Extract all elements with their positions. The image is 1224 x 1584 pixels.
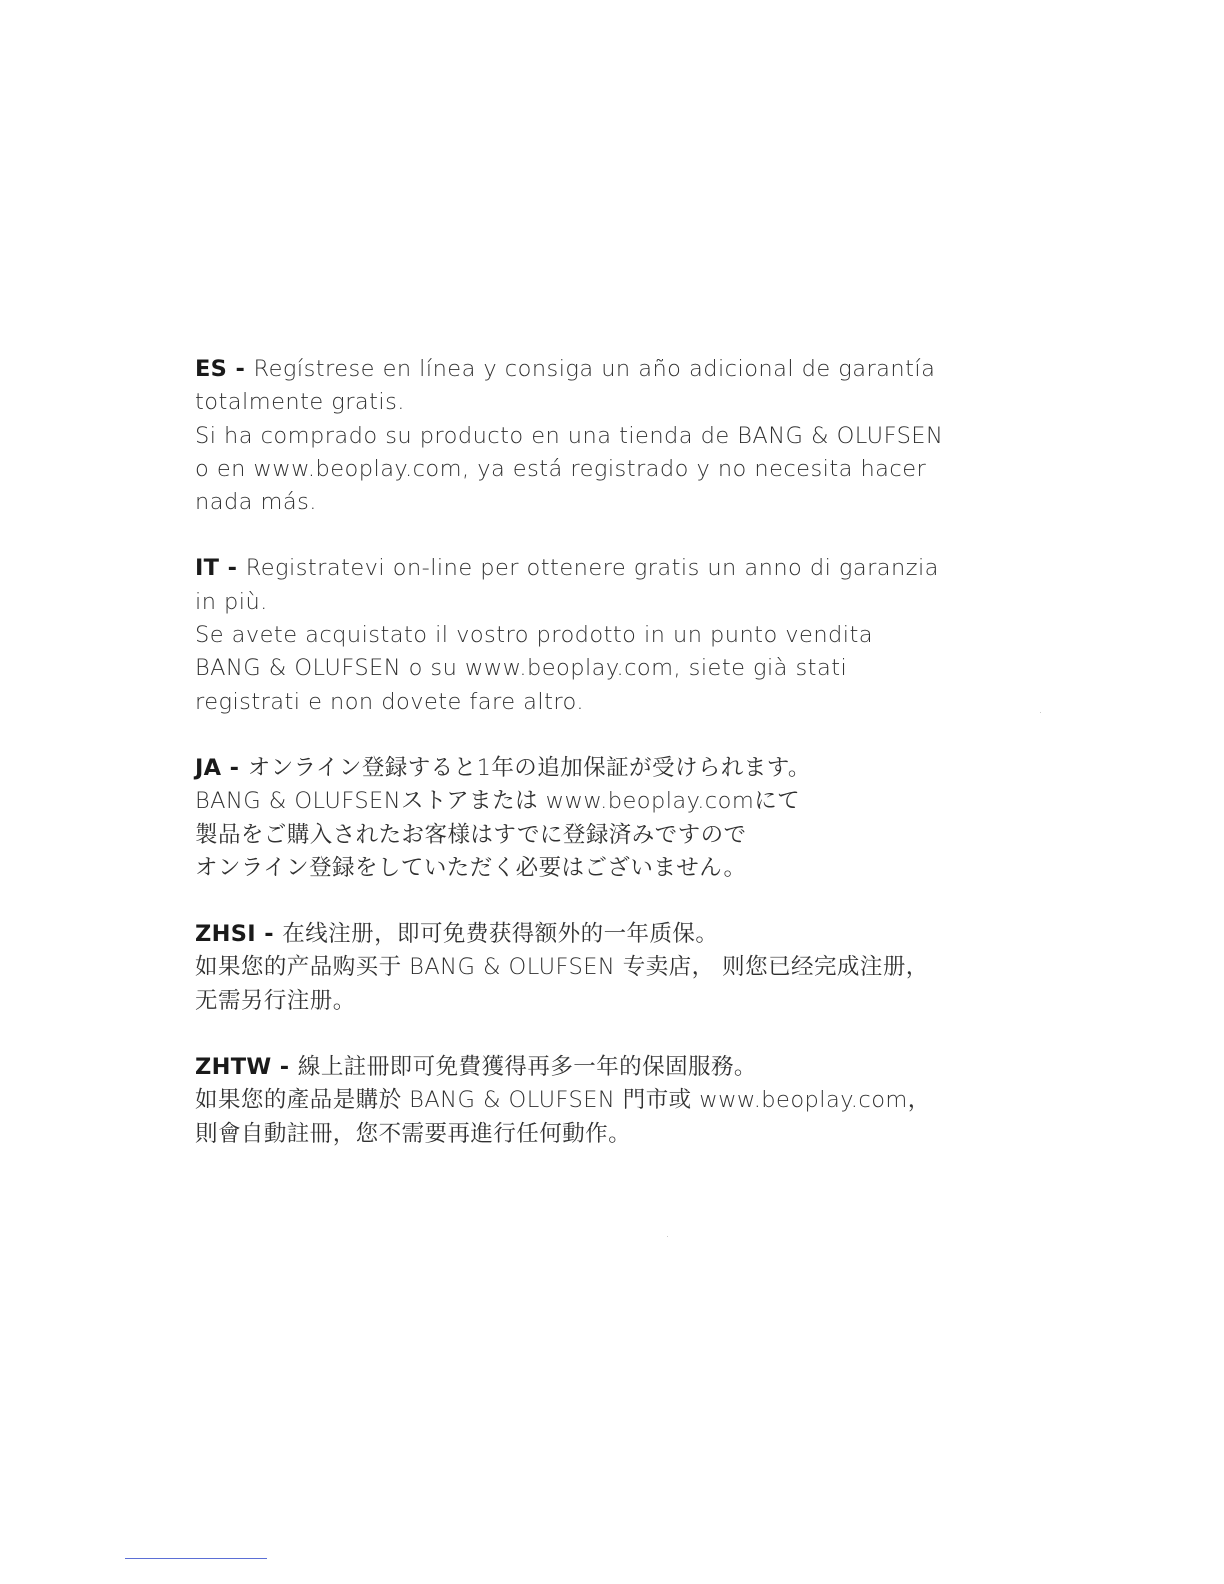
section-ja	[195, 752, 1025, 885]
language-code: ZHSI	[195, 921, 256, 948]
section-heading-line	[195, 552, 1025, 585]
section-line: 則會自動註冊，您不需要再進行任何動作。	[195, 1120, 632, 1147]
section-first-line: 在线注册，即可免费获得额外的一年质保。	[282, 921, 719, 948]
section-line: BANG & OLUFSENストアまたは www.beoplay.comにて	[195, 788, 801, 815]
section-heading-line	[195, 353, 1025, 386]
section-first-line: Registratevi on-line per ottenere gratis un anno di garanzia	[245, 555, 939, 582]
language-separator: -	[227, 356, 254, 382]
section-first-line: オンライン登録すると1年の追加保証が受けられます。	[247, 754, 811, 781]
language-code: ES	[195, 356, 228, 382]
section-line: Se avete acquistato il vostro prodotto in un punto vendita	[195, 622, 873, 649]
section-line: 如果您的产品购买于 BANG & OLUFSEN 专卖店， 则您已经完成注册，	[195, 954, 929, 981]
language-separator: -	[255, 921, 283, 948]
section-line: 如果您的產品是購於 BANG & OLUFSEN 門市或 www.beoplay.com，	[195, 1087, 931, 1114]
footnote-rule	[125, 1558, 267, 1559]
section-line: オンライン登録をしていただく必要はございません。	[195, 854, 747, 881]
language-code: ZHTW	[195, 1054, 272, 1081]
section-line: totalmente gratis.	[195, 389, 405, 416]
section-line: Si ha comprado su producto en una tienda de BANG & OLUFSEN	[195, 422, 944, 449]
section-line: 无需另行注册。	[195, 987, 356, 1014]
warranty-registration-text	[195, 353, 1025, 1184]
section-zhtw	[195, 1051, 1025, 1151]
scan-speck	[667, 1236, 668, 1237]
section-heading-line	[195, 918, 1025, 951]
section-it	[195, 552, 1025, 718]
section-line: registrati e non dovete fare altro.	[195, 688, 584, 715]
section-line: BANG & OLUFSEN o su www.beoplay.com, siete già stati	[195, 655, 848, 682]
section-heading-line	[195, 752, 1025, 785]
language-code: IT	[195, 555, 220, 582]
section-line: o en www.beoplay.com, ya está registrado y no necesita hacer	[195, 455, 927, 482]
section-line: 製品をご購入されたお客様はすでに登録済みですので	[195, 821, 747, 848]
section-first-line: Regístrese en línea y consiga un año adicional de garantía	[253, 356, 936, 382]
language-separator: -	[219, 555, 246, 582]
section-es	[195, 353, 1025, 519]
language-code: JA	[195, 754, 222, 781]
section-line: nada más.	[195, 489, 317, 516]
language-separator: -	[221, 754, 248, 781]
section-heading-line	[195, 1051, 1025, 1084]
section-zhsi	[195, 918, 1025, 1018]
section-line: in più.	[195, 588, 268, 615]
section-first-line: 線上註冊即可免費獲得再多一年的保固服務。	[297, 1054, 757, 1081]
scan-speck	[1040, 712, 1041, 713]
language-separator: -	[271, 1054, 298, 1081]
